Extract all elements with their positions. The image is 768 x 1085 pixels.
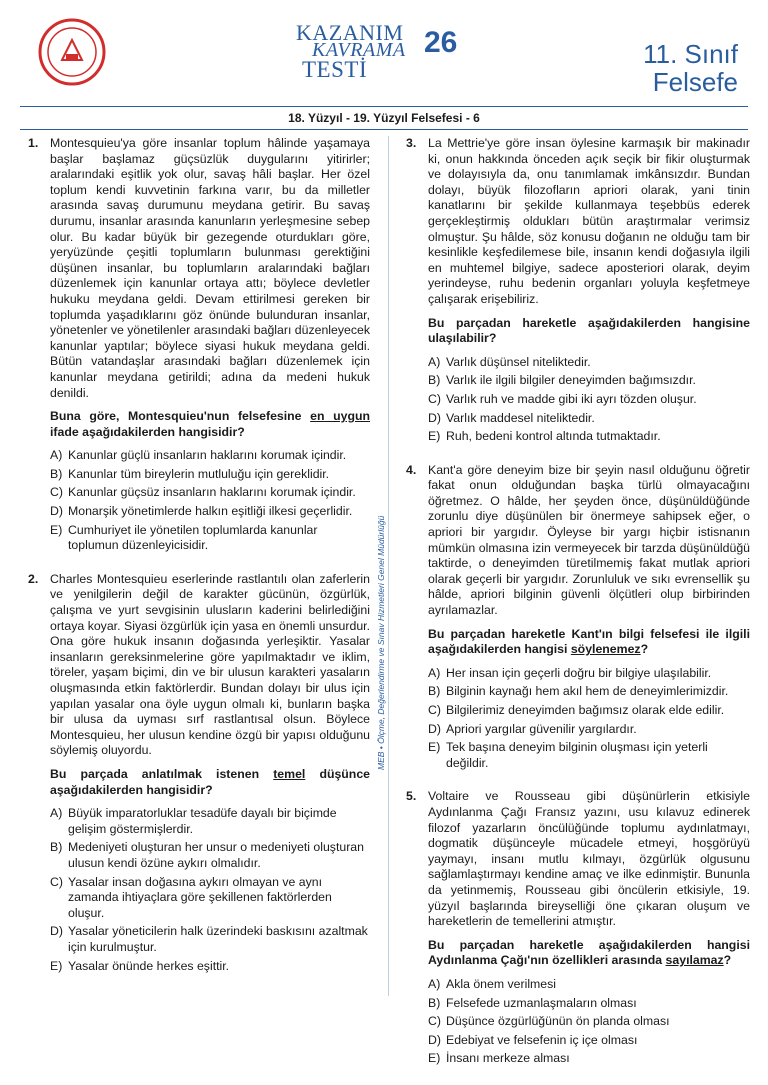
answer-option[interactable]: A) Büyük imparatorluklar tesadüfe dayalı bir biçimde gelişim göstermişlerdir. xyxy=(50,806,337,836)
question-number: 5. xyxy=(406,789,417,804)
grade-block xyxy=(643,40,738,96)
answer-options xyxy=(428,355,750,445)
topic-title: 18. Yüzyıl - 19. Yüzyıl Felsefesi - 6 xyxy=(20,106,748,130)
question-number: 3. xyxy=(406,136,417,150)
answer-option[interactable]: C) Varlık ruh ve madde gibi iki ayrı tözden oluşur. xyxy=(428,391,697,406)
answer-option[interactable]: D) Apriori yargılar güvenilir yargılardır. xyxy=(428,721,637,736)
question-2 xyxy=(28,572,370,974)
answer-option[interactable]: C) Bilgilerimiz deneyimden bağımsız olarak elde edilir. xyxy=(428,703,725,717)
logo-line-3: TESTİ xyxy=(302,57,368,82)
answer-option[interactable]: B) Varlık ile ilgili bilgiler deneyimden bağımsızdır. xyxy=(428,373,696,388)
left-column xyxy=(28,136,370,992)
question-passage: Charles Montesquieu eserlerinde rastlantılı olan zaferlerin ve yenilgilerin değil de karakter gücünün, özgürlük, çalışma ve yurt sevgisinin ulusların kaderini belirlediğini ortaya koyar. Siyasi özgürlük için yasa en önemli unsurdur. Ona göre hukuk insanın doğasında yerleşiktir. Yasalar insanların gereksinmelerine göre yapılmaktadır ve iklim, töreler, yaşam biçimi, din ve bir ulusun karakteri yasaların oluşmasında etkin faktörlerdir. Bundan dolayı bir ulus için yapılan yasalar ona öyle uygun olmalı ki, bunların başka bir ulusa da uyması sırf rastlantısal olsun. Böylece Montesquieu, her ulusun kendine özgü bir yapısı olduğunu söylemiş oluyordu. xyxy=(50,571,370,758)
question-stem: Bu parçadan hareketle aşağıdakilerden hangisine ulaşılabilir? xyxy=(428,315,750,346)
question-number: 4. xyxy=(406,462,417,477)
logo-line-2: KAVRAMA xyxy=(312,39,406,61)
test-logo xyxy=(296,22,466,92)
grade-label: 11. Sınıf xyxy=(643,39,738,69)
column-divider xyxy=(388,136,389,996)
logo-line-1: KAZANIM xyxy=(296,20,404,45)
subject-label: Felsefe xyxy=(652,67,738,97)
answer-options xyxy=(428,977,750,1067)
question-passage: Montesquieu'ya göre insanlar toplum hâlinde yaşamaya başlar başlamaz güçsüzlük duygularını yitirirler; aralarındaki eşitlik yok olur, savaş hâli başlar. Her özel toplum kendi kuvvetinin farkına varır, bu da milletler arasında savaş durumunu meydana getirir. Bu savaş durumu, insanlar arasında kanunların yerleşmesine sebep olur. Bu kadar büyük bir gezegende oturdukları göre, yeryüzünde çeşitli toplumların bulunması gerektiğini düşünen insanlar, bu toplumların aralarındaki bağları düzenlemek için kanunlar ortaya attı; böylece devletler hukuku meydana geldi. Devam ettirilmesi gereken bir toplumda yaşadıklarını göz önünde bulunduran insanlar, yönetenler ve yönetilenler arasındaki bağları düzenleyecek kanunlar yaptılar; böylece siyasi hukuk meydana geldi. Bütün vatandaşlar arasındaki bağları düzenlemek için kanunlar meydana getirildi; adına da medeni hukuk denildi. xyxy=(50,136,370,400)
answer-option[interactable]: E) Tek başına deneyim bilginin oluşması için yeterli değildir. xyxy=(428,740,708,770)
right-column xyxy=(406,136,750,1085)
answer-option[interactable]: A) Kanunlar güçlü insanların haklarını korumak içindir. xyxy=(50,448,347,463)
answer-option[interactable]: D) Edebiyat ve felsefenin iç içe olması xyxy=(428,1032,638,1047)
test-number: 26 xyxy=(424,26,458,59)
answer-option[interactable]: D) Yasalar yöneticilerin halk üzerindeki baskısını azaltmak için kurulmuştur. xyxy=(50,924,368,954)
answer-option[interactable]: B) Medeniyeti oluşturan her unsur o medeniyeti oluşturan ulusun kendi özüne aykırı olmalıdır. xyxy=(50,840,364,870)
question-passage: La Mettrie'ye göre insan öylesine karmaşık bir makinadır ki, onun hakkında önceden açık seçik bir fikir oluşturmak ve dolayısıyla da, onu tanımlamak imkânsızdır. Bundan dolayı, büyük filozofların apriori olarak, yani tinin kanatlarını bir şekilde kullanmaya teşebbüs ederek gerçekleştirmiş oldukları bütün araştırmalar verimsiz olmuştur. Şu hâlde, söz konusu doğanın ne olduğu tam bir kesinlikle keşfedilemese bile, insanın kendi doğasıyla ilgili en muhtemel bilgiye, sadece aposteriori olarak, deyim yerindeyse, ruhu bedenin organları yoluyla keşfetmeye çalışarak erişebiliriz. xyxy=(428,136,750,306)
answer-option[interactable]: B) Felsefede uzmanlaşmaların olması xyxy=(428,995,637,1010)
question-stem: Bu parçadan hareketle aşağıdakilerden hangisi Aydınlanma Çağı'nın özellikleri arasında sayılamaz? xyxy=(428,937,750,968)
answer-option[interactable]: C) Kanunlar güçsüz insanların haklarını korumak içindir. xyxy=(50,485,356,500)
ministry-seal-icon xyxy=(38,18,106,86)
page-header xyxy=(0,0,768,100)
question-stem: Bu parçada anlatılmak istenen temel düşünce aşağıdakilerden hangisidir? xyxy=(50,766,371,797)
answer-option[interactable]: C) Düşünce özgürlüğünün ön planda olması xyxy=(428,1014,670,1029)
question-stem: Bu parçadan hareketle Kant'ın bilgi felsefesi ile ilgili aşağıdakilerden hangisi söylenemez? xyxy=(428,626,750,657)
question-stem: Buna göre, Montesquieu'nun felsefesine en uygun ifade aşağıdakilerden hangisidir? xyxy=(50,409,370,439)
answer-option[interactable]: B) Kanunlar tüm bireylerin mutluluğu için gereklidir. xyxy=(50,466,330,481)
answer-option[interactable]: E) Cumhuriyet ile yönetilen toplumlarda kanunlar toplumun düzenleyicisidir. xyxy=(50,522,318,553)
answer-option[interactable]: E) İnsanı merkeze alması xyxy=(428,1051,570,1066)
answer-option[interactable]: C) Yasalar insan doğasına aykırı olmayan ve aynı zamanda ihtiyaçlara göre şekillenen faktörlerden oluşur. xyxy=(50,874,332,920)
question-number: 2. xyxy=(28,571,39,586)
answer-option[interactable]: E) Yasalar önünde herkes eşittir. xyxy=(50,958,230,973)
sidebar-footer-text: MEB • Ölçme, Değerlendirme ve Sınav Hizmetleri Genel Müdürlüğü xyxy=(376,515,386,770)
question-1 xyxy=(28,136,370,554)
question-passage: Voltaire ve Rousseau gibi düşünürlerin etkisiyle Aydınlanma Çağı Fransız yazını, usu kılavuz edinerek filozof yazarların öncülüğünde toplumu aydınlatmayı, dogmatik düşünceyle mücadele etmeyi, hoşgörüyü yaymayı, insanı mutlu kılmayı, özgürlük olgusunu sağlamlaştırmayı kendine amaç ve ilke edinmiştir. Bununla da yetinmemiş, Rousseau gibi öncülerin etkisiyle, 19. yüzyıl başlarında bireyselliği öne çıkaran oluşum ve hareketlerin de temellerini atmıştır. xyxy=(428,789,750,929)
question-passage: Kant'a göre deneyim bize bir şeyin nasıl olduğunu öğretir fakat onun olduğundan başka türlü olmayacağını öğretmez. O hâlde, her şeyden önce, düşünüldüğünde zorunlu diye düşünülen bir önermeye sahipsek eğer, o apriori bir yargıdır. Öyleyse bir yargı hiçbir istisnanın mümkün olmasına izin vermeyecek bir tarzda düşünüldüğü taktirde, o deneyimden türetilmemiş fakat mutlak apriori olarak geçerli bir yargıdır. Zorunluluk ve sıkı evrensellik şu hâlde, apriori bilginin güvenli ölçütleri olup birbirinden ayrılamazlar. xyxy=(428,462,750,618)
answer-options xyxy=(50,448,370,554)
question-4 xyxy=(406,463,750,772)
answer-option[interactable]: A) Her insan için geçerli doğru bir bilgiye ulaşılabilir. xyxy=(428,665,712,680)
answer-option[interactable]: E) Ruh, bedeni kontrol altında tutmaktadır. xyxy=(428,429,661,444)
question-3 xyxy=(406,136,750,445)
answer-option[interactable]: D) Monarşik yönetimlerde halkın eşitliği ilkesi geçerlidir. xyxy=(50,504,353,519)
question-number: 1. xyxy=(28,136,39,150)
question-5 xyxy=(406,789,750,1067)
answer-option[interactable]: A) Akla önem verilmesi xyxy=(428,976,557,991)
answer-options xyxy=(50,806,370,974)
answer-options xyxy=(428,666,750,772)
answer-option[interactable]: A) Varlık düşünsel niteliktedir. xyxy=(428,354,591,369)
answer-option[interactable]: B) Bilginin kaynağı hem akıl hem de deneyimlerimizdir. xyxy=(428,684,729,699)
answer-option[interactable]: D) Varlık maddesel niteliktedir. xyxy=(428,410,595,425)
